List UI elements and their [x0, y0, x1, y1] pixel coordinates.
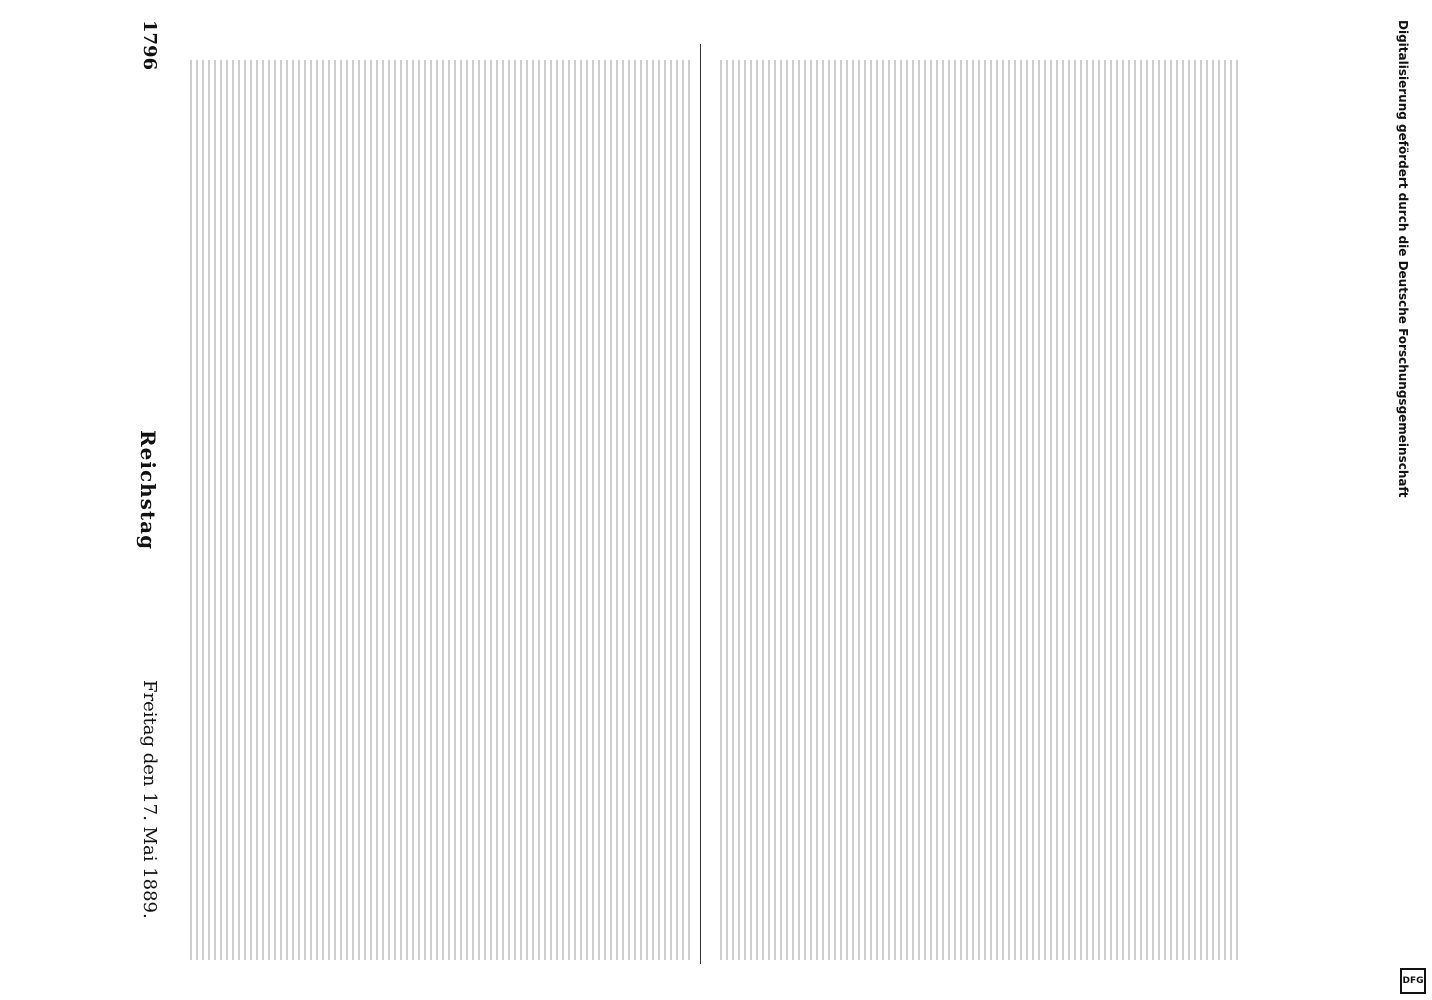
column-divider — [700, 44, 701, 964]
column-left-body — [190, 60, 690, 960]
column-right-body — [720, 60, 1240, 960]
dfg-logo-icon: DFG — [1400, 968, 1426, 994]
page-number: 1796 — [139, 20, 160, 71]
session-date: Freitag den 17. Mai 1889. — [139, 680, 160, 919]
publication-title: Reichstag — [136, 430, 160, 551]
footer-attribution: Digitalisierung gefördert durch die Deutsche Forschungsgemeinschaft — [1396, 20, 1410, 498]
